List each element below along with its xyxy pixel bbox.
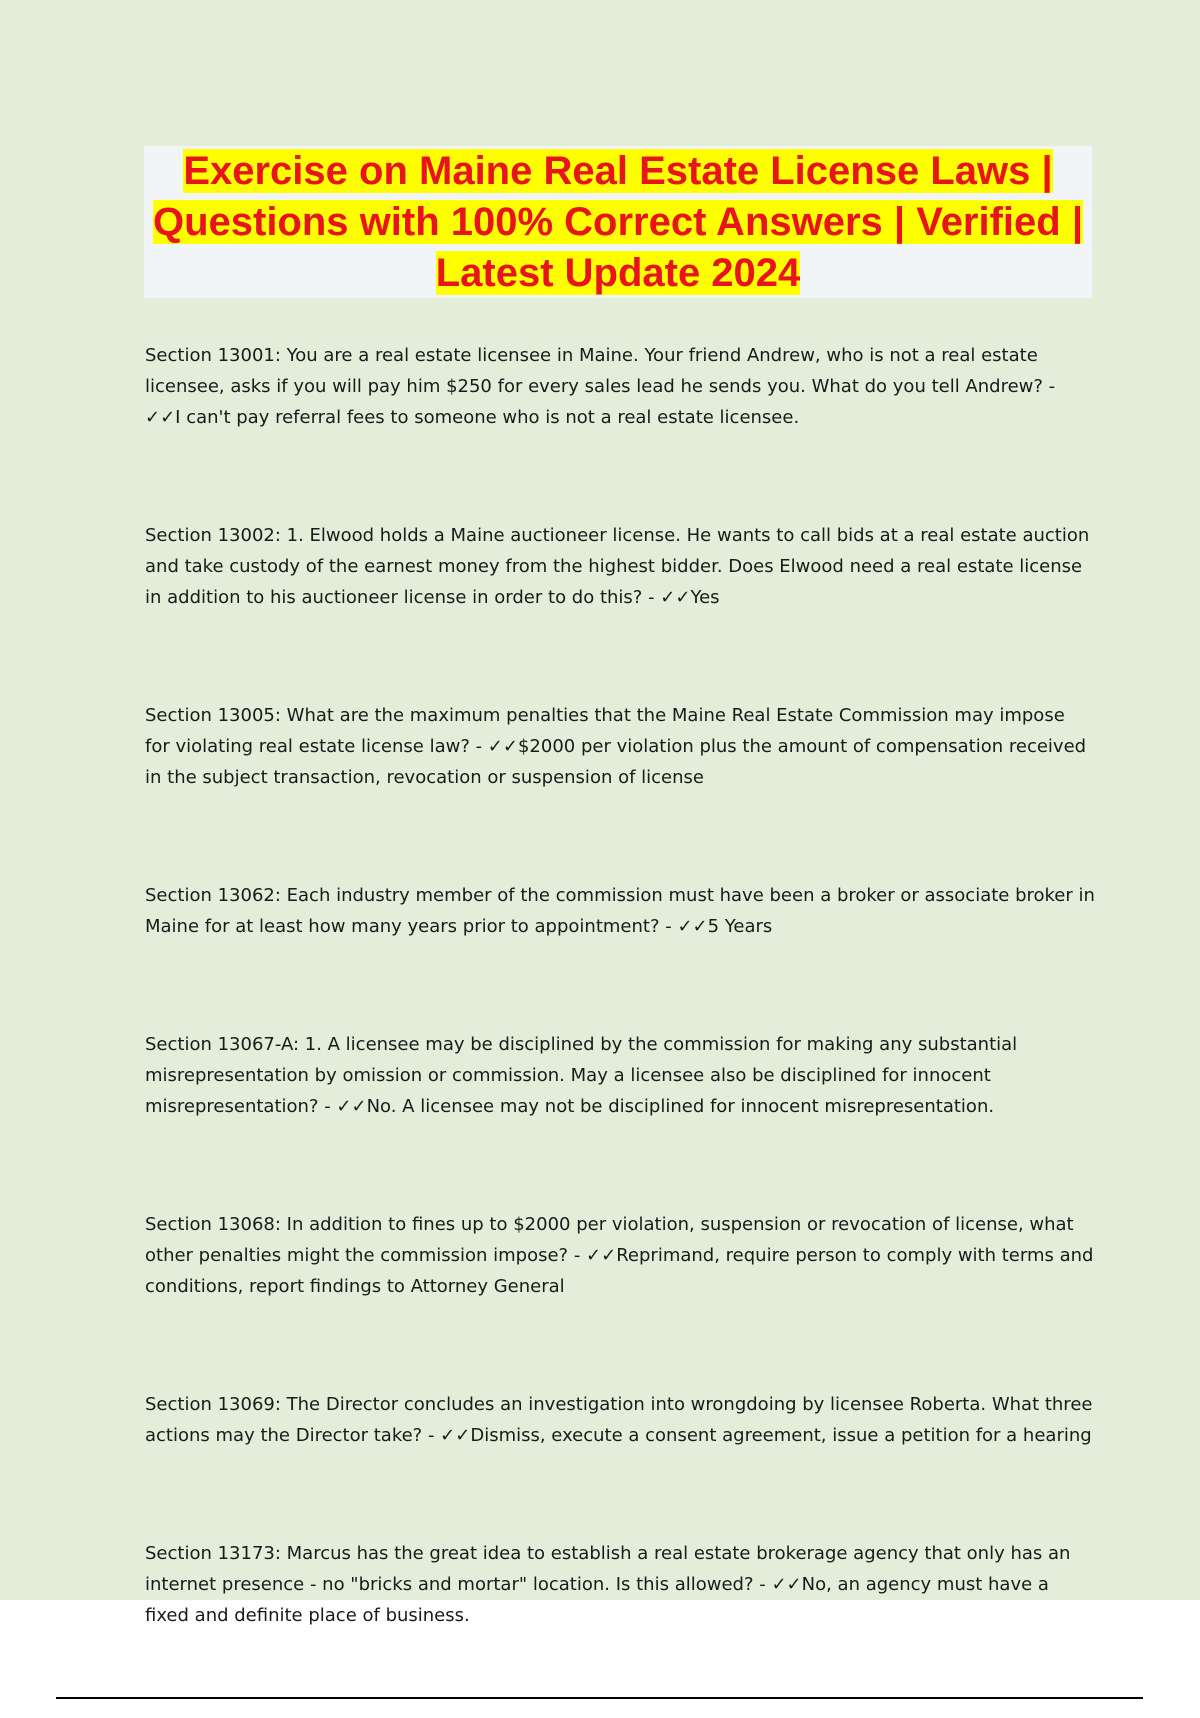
qa-list <box>145 340 1095 1718</box>
qa-item-13005: Section 13005: What are the maximum penalties that the Maine Real Estate Commission may impose for violating real estate license law? - ✓✓$2000 per violation plus the amount of compensation received in the subject transaction, revocation or suspension of license <box>145 705 1087 788</box>
qa-item-13173: Section 13173: Marcus has the great idea to establish a real estate brokerage agency that only has an internet presence - no "bricks and mortar" location. Is this allowed? - ✓✓No, an agency must have a fixed and definite place of business. <box>145 1543 1071 1626</box>
qa-item-13068: Section 13068: In addition to fines up to $2000 per violation, suspension or revocation of license, what other penalties might the commission impose? - ✓✓Reprimand, require person to comply with terms and conditions, report findings to Attorney General <box>145 1214 1094 1297</box>
document-title: Exercise on Maine Real Estate License Laws | Questions with 100% Correct Answers | Verified | Latest Update 2024 <box>152 149 1084 295</box>
qa-item-13002: Section 13002: 1. Elwood holds a Maine auctioneer license. He wants to call bids at a real estate auction and take custody of the earnest money from the highest bidder. Does Elwood need a real estate license in addition to his auctioneer license in order to do this? - ✓✓Yes <box>145 525 1090 608</box>
qa-item-13062: Section 13062: Each industry member of the commission must have been a broker or associate broker in Maine for at least how many years prior to appointment? - ✓✓5 Years <box>145 885 1095 937</box>
title-block <box>144 146 1092 298</box>
qa-item-13001: Section 13001: You are a real estate licensee in Maine. Your friend Andrew, who is not a real estate licensee, asks if you will pay him $250 for every sales lead he sends you. What do you tell Andrew? - ✓✓I can't pay referral fees to someone who is not a real estate licensee. <box>145 345 1056 428</box>
qa-item-13069: Section 13069: The Director concludes an investigation into wrongdoing by licensee Roberta. What three actions may the Director take? - ✓✓Dismiss, execute a consent agreement, issue a petition for a hearing <box>145 1394 1093 1446</box>
footer-divider <box>56 1697 1143 1699</box>
qa-item-13067-a: Section 13067-A: 1. A licensee may be disciplined by the commission for making any substantial misrepresentation by omission or commission. May a licensee also be disciplined for innocent misrepresentation? - ✓✓No. A licensee may not be disciplined for innocent misrepresentation. <box>145 1034 1018 1117</box>
